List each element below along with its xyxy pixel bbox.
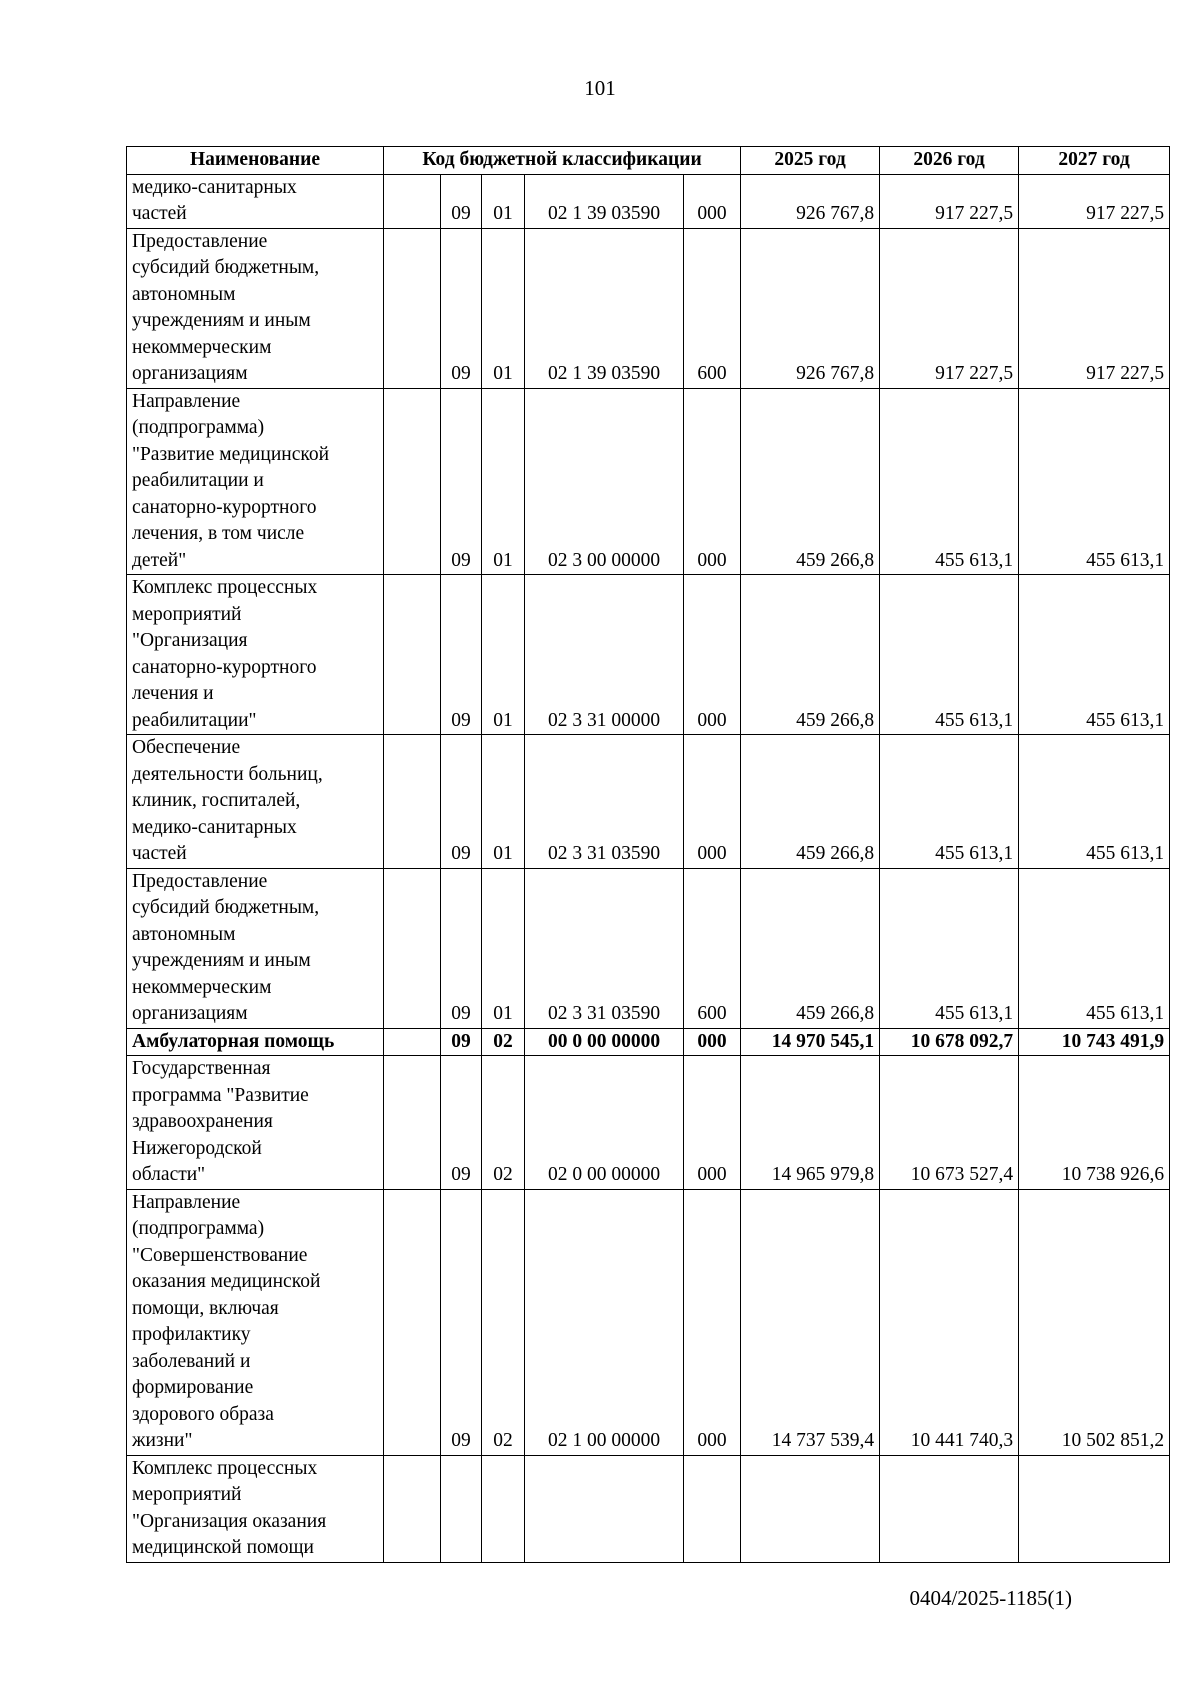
row-amount-2027: 455 613,1 (1019, 575, 1170, 735)
row-target-article (525, 1455, 684, 1562)
table-row (127, 388, 1170, 575)
row-subsection (482, 1455, 525, 1562)
row-name: Обеспечение деятельности больниц, клиник, госпиталей, медико-санитарных частей (127, 735, 384, 869)
table-row-section-total (127, 1028, 1170, 1056)
row-amount-2026: 455 613,1 (880, 735, 1019, 869)
row-section: 09 (441, 174, 482, 228)
header-2025: 2025 год (741, 147, 880, 175)
row-blank-cell (384, 1028, 441, 1056)
row-subsection: 01 (482, 388, 525, 575)
table-row (127, 868, 1170, 1028)
header-name: Наименование (127, 147, 384, 175)
row-amount-2027: 455 613,1 (1019, 868, 1170, 1028)
row-amount-2025: 459 266,8 (741, 388, 880, 575)
row-amount-2027: 917 227,5 (1019, 174, 1170, 228)
row-amount-2027: 455 613,1 (1019, 388, 1170, 575)
row-amount-2025: 459 266,8 (741, 735, 880, 869)
row-expense-type: 000 (684, 174, 741, 228)
row-target-article: 02 3 00 00000 (525, 388, 684, 575)
row-amount-2027: 10 738 926,6 (1019, 1056, 1170, 1190)
row-target-article: 02 3 31 03590 (525, 868, 684, 1028)
row-amount-2026: 455 613,1 (880, 575, 1019, 735)
row-subsection: 02 (482, 1056, 525, 1190)
row-amount-2026: 10 441 740,3 (880, 1189, 1019, 1455)
row-target-article: 02 0 00 00000 (525, 1056, 684, 1190)
row-amount-2027 (1019, 1455, 1170, 1562)
row-name: Направление (подпрограмма) "Совершенствование оказания медицинской помощи, включая профилактику заболеваний и формирование здорового образа жизни" (127, 1189, 384, 1455)
table-row (127, 575, 1170, 735)
row-expense-type: 000 (684, 1056, 741, 1190)
row-expense-type: 600 (684, 228, 741, 388)
row-blank-cell (384, 575, 441, 735)
row-expense-type (684, 1455, 741, 1562)
row-amount-2026: 10 673 527,4 (880, 1056, 1019, 1190)
row-target-article: 02 1 39 03590 (525, 174, 684, 228)
row-section: 09 (441, 388, 482, 575)
budget-table (126, 146, 1170, 1563)
row-amount-2026: 455 613,1 (880, 868, 1019, 1028)
row-section: 09 (441, 1056, 482, 1190)
row-target-article: 02 3 31 03590 (525, 735, 684, 869)
table-row (127, 1189, 1170, 1455)
row-amount-2027: 917 227,5 (1019, 228, 1170, 388)
row-blank-cell (384, 388, 441, 575)
row-amount-2026: 455 613,1 (880, 388, 1019, 575)
row-name: Предоставление субсидий бюджетным, автономным учреждениям и иным некоммерческим организациям (127, 868, 384, 1028)
page-number: 101 (584, 76, 616, 100)
row-target-article: 02 3 31 00000 (525, 575, 684, 735)
row-amount-2025: 459 266,8 (741, 575, 880, 735)
row-subsection: 02 (482, 1028, 525, 1056)
row-amount-2025: 926 767,8 (741, 228, 880, 388)
row-amount-2026: 10 678 092,7 (880, 1028, 1019, 1056)
row-section: 09 (441, 868, 482, 1028)
row-target-article: 00 0 00 00000 (525, 1028, 684, 1056)
row-name: Комплекс процессных мероприятий "Организация санаторно-курортного лечения и реабилитации" (127, 575, 384, 735)
header-code: Код бюджетной классификации (384, 147, 741, 175)
row-amount-2025: 14 970 545,1 (741, 1028, 880, 1056)
row-amount-2025: 14 737 539,4 (741, 1189, 880, 1455)
row-amount-2026: 917 227,5 (880, 228, 1019, 388)
row-amount-2025 (741, 1455, 880, 1562)
row-expense-type: 000 (684, 1028, 741, 1056)
table-row (127, 1455, 1170, 1562)
row-expense-type: 600 (684, 868, 741, 1028)
table-row (127, 228, 1170, 388)
row-amount-2027: 10 502 851,2 (1019, 1189, 1170, 1455)
row-name: Предоставление субсидий бюджетным, автономным учреждениям и иным некоммерческим организациям (127, 228, 384, 388)
row-amount-2027: 10 743 491,9 (1019, 1028, 1170, 1056)
row-expense-type: 000 (684, 1189, 741, 1455)
row-amount-2026 (880, 1455, 1019, 1562)
row-expense-type: 000 (684, 575, 741, 735)
row-name: Государственная программа "Развитие здравоохранения Нижегородской области" (127, 1056, 384, 1190)
row-subsection: 01 (482, 735, 525, 869)
row-section (441, 1455, 482, 1562)
row-section: 09 (441, 735, 482, 869)
row-expense-type: 000 (684, 735, 741, 869)
row-target-article: 02 1 00 00000 (525, 1189, 684, 1455)
table-row (127, 1056, 1170, 1190)
row-blank-cell (384, 868, 441, 1028)
row-target-article: 02 1 39 03590 (525, 228, 684, 388)
row-subsection: 01 (482, 228, 525, 388)
document-code: 0404/2025-1185(1) (909, 1586, 1072, 1610)
row-subsection: 02 (482, 1189, 525, 1455)
table-header-row (127, 147, 1170, 175)
row-subsection: 01 (482, 174, 525, 228)
row-amount-2025: 926 767,8 (741, 174, 880, 228)
row-name: Комплекс процессных мероприятий "Организация оказания медицинской помощи (127, 1455, 384, 1562)
row-section: 09 (441, 575, 482, 735)
row-subsection: 01 (482, 575, 525, 735)
row-amount-2027: 455 613,1 (1019, 735, 1170, 869)
table-row (127, 735, 1170, 869)
row-name: Амбулаторная помощь (127, 1028, 384, 1056)
row-blank-cell (384, 1455, 441, 1562)
row-blank-cell (384, 1189, 441, 1455)
row-amount-2025: 459 266,8 (741, 868, 880, 1028)
row-section: 09 (441, 1189, 482, 1455)
row-amount-2026: 917 227,5 (880, 174, 1019, 228)
row-name: медико-санитарных частей (127, 174, 384, 228)
header-2027: 2027 год (1019, 147, 1170, 175)
row-section: 09 (441, 228, 482, 388)
row-subsection: 01 (482, 868, 525, 1028)
row-blank-cell (384, 174, 441, 228)
row-blank-cell (384, 228, 441, 388)
row-section: 09 (441, 1028, 482, 1056)
row-name: Направление (подпрограмма) "Развитие медицинской реабилитации и санаторно-курортного лечения, в том числе детей" (127, 388, 384, 575)
row-blank-cell (384, 735, 441, 869)
row-expense-type: 000 (684, 388, 741, 575)
row-amount-2025: 14 965 979,8 (741, 1056, 880, 1190)
header-2026: 2026 год (880, 147, 1019, 175)
table-row (127, 174, 1170, 228)
row-blank-cell (384, 1056, 441, 1190)
